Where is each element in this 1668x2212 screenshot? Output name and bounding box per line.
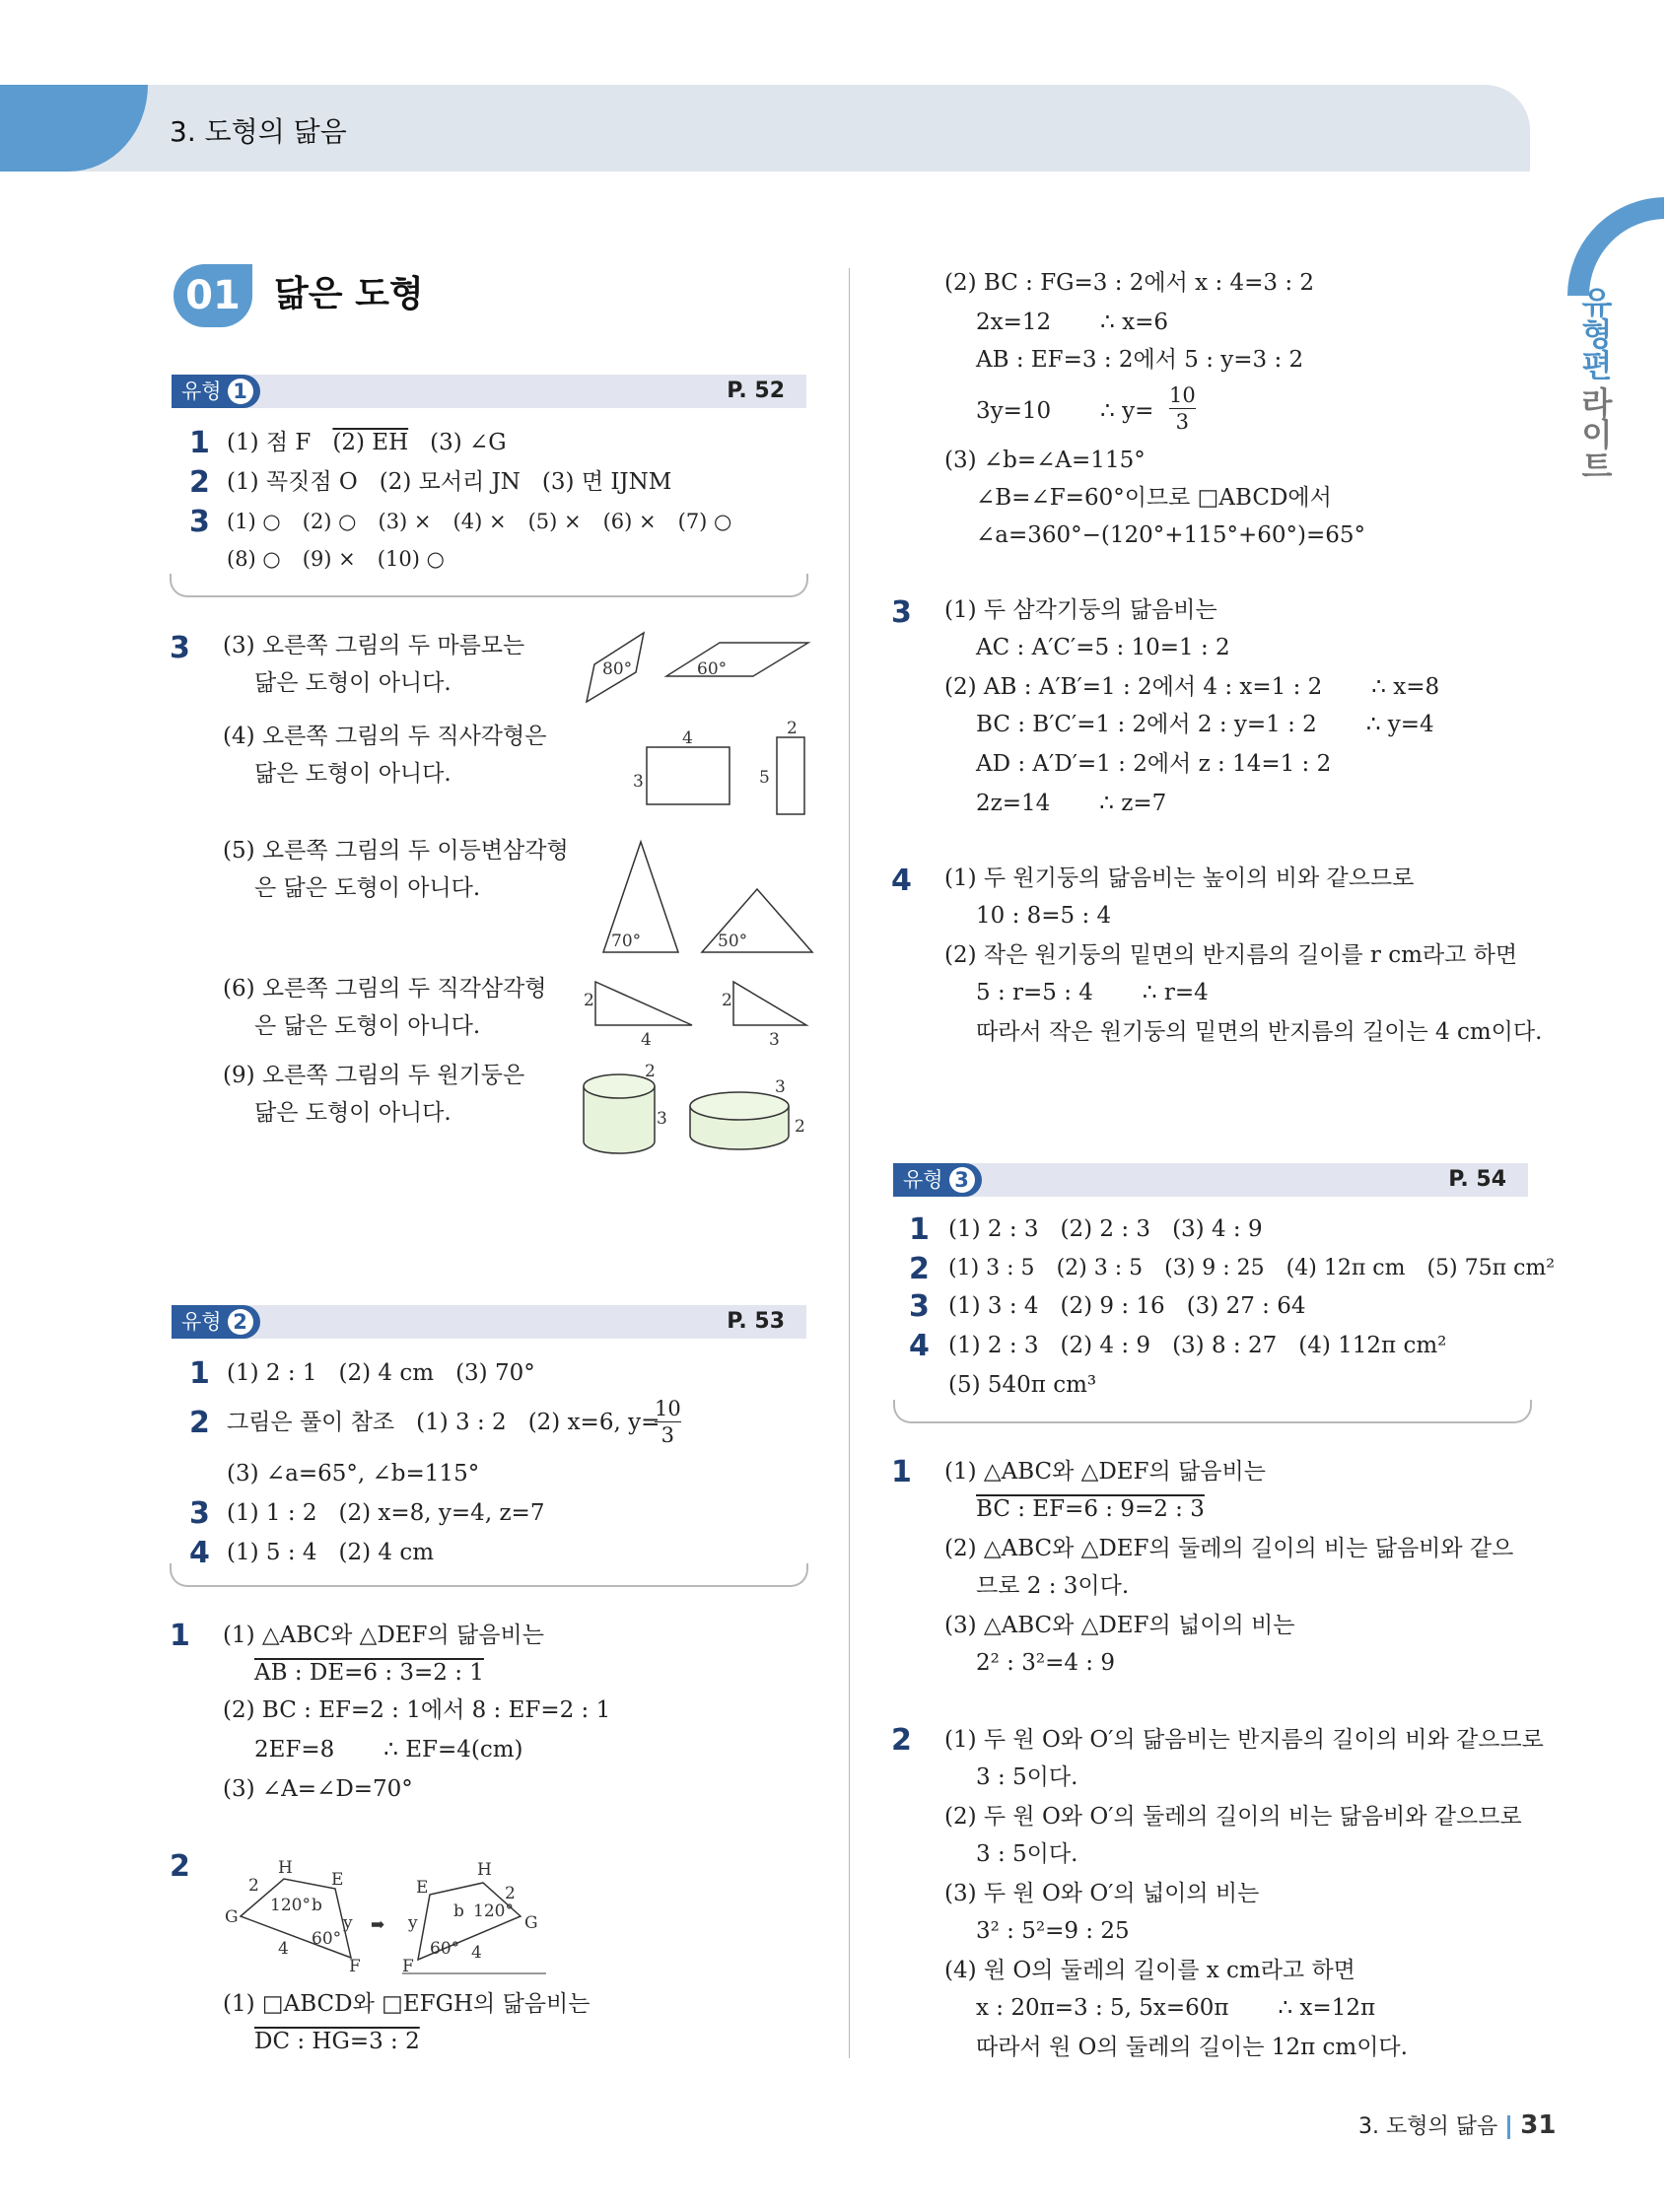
svg-text:120°: 120° [473,1901,514,1921]
exp4-l3: (2) 작은 원기둥의 밑면의 반지름의 길이를 r cm라고 하면 [944,942,1518,968]
type1-answer-2: (1) 꼭짓점 O (2) 모서리 JN (3) 면 IJNM [227,469,672,495]
rect1-height: 3 [633,772,644,792]
exp4-l4: 5 : r=5 : 4 ∴ r=4 [976,980,1209,1005]
rhombus1-angle: 80° [602,659,633,679]
exp2-num: 2 [170,1849,190,1884]
type1-tag: 유형 1 [172,375,260,408]
type3-answer-num-4: 4 [909,1329,930,1363]
exp3b-l6: 2z=14 ∴ z=7 [976,791,1167,816]
tri2-angle: 50° [718,932,748,951]
right-r7: ∠a=360°−(120°+115°+60°)=65° [976,522,1366,548]
exp4-l5: 따라서 작은 원기둥의 밑면의 반지름의 길이는 4 cm이다. [976,1019,1543,1045]
type2-answer-num-4: 4 [189,1536,210,1570]
exp3b-l4: BC : B′C′=1 : 2에서 2 : y=1 : 2 ∴ y=4 [976,712,1434,737]
svg-text:G: G [225,1907,239,1927]
isosceles-figure [599,838,816,956]
exp2c-l3: (2) 두 원 O와 O′의 둘레의 길이의 비는 닮음비와 같으므로 [944,1804,1522,1830]
right-r4: 3y=10 ∴ y= [976,398,1154,424]
exp2c-l9: 따라서 원 O의 둘레의 길이는 12π cm이다. [976,2035,1408,2060]
exp3b-num: 3 [891,595,912,630]
svg-text:4: 4 [471,1943,482,1963]
exp2c-l7: (4) 원 O의 둘레의 길이를 x cm라고 하면 [944,1958,1355,1983]
right-r2: 2x=12 ∴ x=6 [976,310,1168,335]
type1-answer-3: (1) ○ (2) ○ (3) × (4) × (5) × (6) × (7) ○ [227,510,732,533]
exp1-l2: AB : DE=6 : 3=2 : 1 [254,1660,484,1686]
exp2-l1: (1) □ABCD와 □EFGH의 닮음비는 [223,1991,591,2017]
cylinder-figure [580,1062,816,1161]
svg-text:E: E [416,1878,429,1898]
type3-answer-frame [893,1400,1532,1423]
exp1-l5: (3) ∠A=∠D=70° [223,1776,413,1802]
rect1-width: 4 [682,728,693,748]
exp3-p9b: 닮은 도형이 아니다. [254,1100,452,1126]
type3-tag: 유형 3 [893,1163,982,1197]
exp2c-l5: (3) 두 원 O와 O′의 넓이의 비는 [944,1881,1260,1906]
svg-text:2: 2 [505,1884,516,1903]
rect2-height: 5 [759,768,770,788]
exp1-num: 1 [170,1619,190,1653]
exp2c-num: 2 [891,1723,912,1758]
section-number: 01 [174,264,252,327]
svg-text:H: H [278,1858,293,1878]
exp1c-l6: 2² : 3²=4 : 9 [976,1650,1115,1676]
right-triangle-figure [584,976,815,1050]
exp3b-l2: AC : A′C′=5 : 10=1 : 2 [976,635,1230,660]
footer [1358,2109,1556,2140]
rt1-height: 2 [584,991,594,1010]
exp2c-l8: x : 20π=3 : 5, 5x=60π ∴ x=12π [976,1995,1376,2021]
section-title: 닮은 도형 [274,274,424,314]
side-tab-part1: 유형편 [1576,286,1614,380]
exp1c-l2: BC : EF=6 : 9=2 : 3 [976,1496,1205,1522]
rt1-width: 4 [641,1030,652,1050]
rt2-width: 3 [769,1030,780,1050]
svg-text:4: 4 [278,1939,289,1959]
exp3-p4a: (4) 오른쪽 그림의 두 직사각형은 [223,724,547,749]
exp3-p4b: 닮은 도형이 아니다. [254,761,452,787]
exp4-l1: (1) 두 원기둥의 닮음비는 높이의 비와 같으므로 [944,865,1415,891]
exp4-l2: 10 : 8=5 : 4 [976,903,1112,929]
svg-text:H: H [477,1860,492,1880]
type1-answer-1: (1) 점 F (2) EH (3) ∠G [227,430,507,455]
type2-answer-frame [170,1563,808,1587]
svg-text:b: b [312,1896,322,1915]
type1-page: P. 52 [727,379,785,403]
svg-text:E: E [331,1870,344,1890]
type3-answer-num-1: 1 [909,1212,930,1247]
right-r4-fraction: 10 3 [1169,383,1196,434]
type3-answer-num-3: 3 [909,1289,930,1324]
cyl1-height: 3 [657,1109,667,1129]
exp3-p5a: (5) 오른쪽 그림의 두 이등변삼각형 [223,838,569,864]
type2-answer-3: (1) 1 : 2 (2) x=8, y=4, z=7 [227,1500,545,1526]
exp1-l4: 2EF=8 ∴ EF=4(cm) [254,1737,523,1763]
rect2-width: 2 [787,719,798,738]
svg-text:G: G [524,1913,538,1933]
type3-answer-1: (1) 2 : 3 (2) 2 : 3 (3) 4 : 9 [948,1216,1263,1242]
type2-answer-1: (1) 2 : 1 (2) 4 cm (3) 70° [227,1360,535,1386]
type2-answer-2: 그림은 풀이 참조 (1) 3 : 2 (2) x=6, y= [227,1410,660,1435]
type1-answer-num-3: 3 [189,505,210,539]
exp3-p6a: (6) 오른쪽 그림의 두 직각삼각형 [223,976,547,1002]
right-r5: (3) ∠b=∠A=115° [944,448,1146,473]
svg-text:➡: ➡ [371,1915,385,1935]
side-tab-label [1573,286,1613,481]
exp1c-l5: (3) △ABC와 △DEF의 넓이의 비는 [944,1613,1295,1638]
type3-answer-num-2: 2 [909,1252,930,1286]
exp1-l1: (1) △ABC와 △DEF의 닮음비는 [223,1623,544,1648]
exp3b-l5: AD : A′D′=1 : 2에서 z : 14=1 : 2 [976,751,1332,777]
exp4-num: 4 [891,864,912,898]
svg-text:F: F [402,1957,414,1976]
rhombus-figure [587,631,813,710]
cyl2-radius: 3 [775,1077,786,1097]
right-r1: (2) BC : FG=3 : 2에서 x : 4=3 : 2 [944,270,1315,296]
exp3-p5b: 은 닮은 도형이 아니다. [254,875,481,901]
chapter-title: 3. 도형의 닮음 [170,115,347,148]
page-number: 31 [1520,2110,1557,2140]
footer-divider [1507,2115,1510,2139]
quadrilateral-figure [225,1855,550,1976]
type2-answer-2d: (3) ∠a=65°, ∠b=115° [227,1461,480,1486]
type2-answer-num-2: 2 [189,1406,210,1440]
exp2c-l1: (1) 두 원 O와 O′의 닮음비는 반지름의 길이의 비와 같으므로 [944,1727,1544,1753]
svg-text:60°: 60° [312,1929,342,1949]
type2-answer-4: (1) 5 : 4 (2) 4 cm [227,1540,435,1565]
exp2c-l6: 3² : 5²=9 : 25 [976,1918,1130,1944]
type2-answer-2-fraction: 10 3 [655,1397,681,1447]
exp1c-num: 1 [891,1455,912,1489]
type1-answer-3b: (8) ○ (9) × (10) ○ [227,547,445,571]
exp3-p9a: (9) 오른쪽 그림의 두 원기둥은 [223,1063,525,1088]
type1-answer-frame [170,574,808,597]
svg-text:b: b [453,1901,464,1921]
svg-text:120°: 120° [270,1896,311,1915]
right-r6: ∠B=∠F=60°이므로 □ABCD에서 [976,485,1332,511]
exp1-l3: (2) BC : EF=2 : 1에서 8 : EF=2 : 1 [223,1697,611,1723]
type3-answer-3: (1) 3 : 4 (2) 9 : 16 (3) 27 : 64 [948,1293,1306,1319]
type2-answer-num-1: 1 [189,1356,210,1391]
exp2c-l4: 3 : 5이다. [976,1841,1078,1867]
type3-answer-2: (1) 3 : 5 (2) 3 : 5 (3) 9 : 25 (4) 12π cm (5) 75π cm² [948,1256,1556,1280]
type3-page: P. 54 [1448,1167,1506,1192]
exp3b-l1: (1) 두 삼각기둥의 닮음비는 [944,597,1217,623]
cyl2-height: 2 [795,1117,805,1137]
type2-answer-num-3: 3 [189,1496,210,1531]
exp3-p6b: 은 닮은 도형이 아니다. [254,1013,481,1039]
tri1-angle: 70° [611,932,642,951]
svg-text:60°: 60° [430,1939,460,1959]
column-divider [849,268,850,2058]
type3-bar [893,1163,1528,1197]
type1-answer-num-2: 2 [189,465,210,500]
exp2c-l2: 3 : 5이다. [976,1764,1078,1790]
type2-tag: 유형 2 [172,1305,260,1339]
svg-text:y: y [343,1913,353,1933]
rectangle-figure [633,719,816,818]
type3-answer-4: (1) 2 : 3 (2) 4 : 9 (3) 8 : 27 (4) 112π cm² [948,1333,1447,1358]
type2-bar [172,1305,806,1339]
exp3b-l3: (2) AB : A′B′=1 : 2에서 4 : x=1 : 2 ∴ x=8 [944,674,1440,700]
exp3-p3a: (3) 오른쪽 그림의 두 마름모는 [223,633,525,658]
footer-chapter: 3. 도형의 닮음 [1358,2114,1498,2139]
rt2-height: 2 [722,991,732,1010]
exp1c-l4: 므로 2 : 3이다. [976,1573,1130,1599]
rhombus2-angle: 60° [697,659,728,679]
side-tab-part2: 라이트 [1576,386,1614,481]
type1-answer-num-1: 1 [189,426,210,460]
exp2-l2: DC : HG=3 : 2 [254,2029,420,2054]
svg-text:2: 2 [248,1876,259,1896]
right-r3: AB : EF=3 : 2에서 5 : y=3 : 2 [976,347,1304,373]
svg-text:F: F [349,1957,361,1976]
cyl1-radius: 2 [645,1062,656,1081]
exp1c-l3: (2) △ABC와 △DEF의 둘레의 길이의 비는 닮음비와 같으 [944,1536,1514,1561]
type3-answer-4b: (5) 540π cm³ [948,1372,1097,1398]
type2-page: P. 53 [727,1309,785,1334]
exp3-p3b: 닮은 도형이 아니다. [254,670,452,696]
exp1c-l1: (1) △ABC와 △DEF의 닮음비는 [944,1459,1266,1485]
svg-text:y: y [408,1913,418,1933]
type1-bar [172,375,806,408]
exp3-num: 3 [170,631,190,665]
